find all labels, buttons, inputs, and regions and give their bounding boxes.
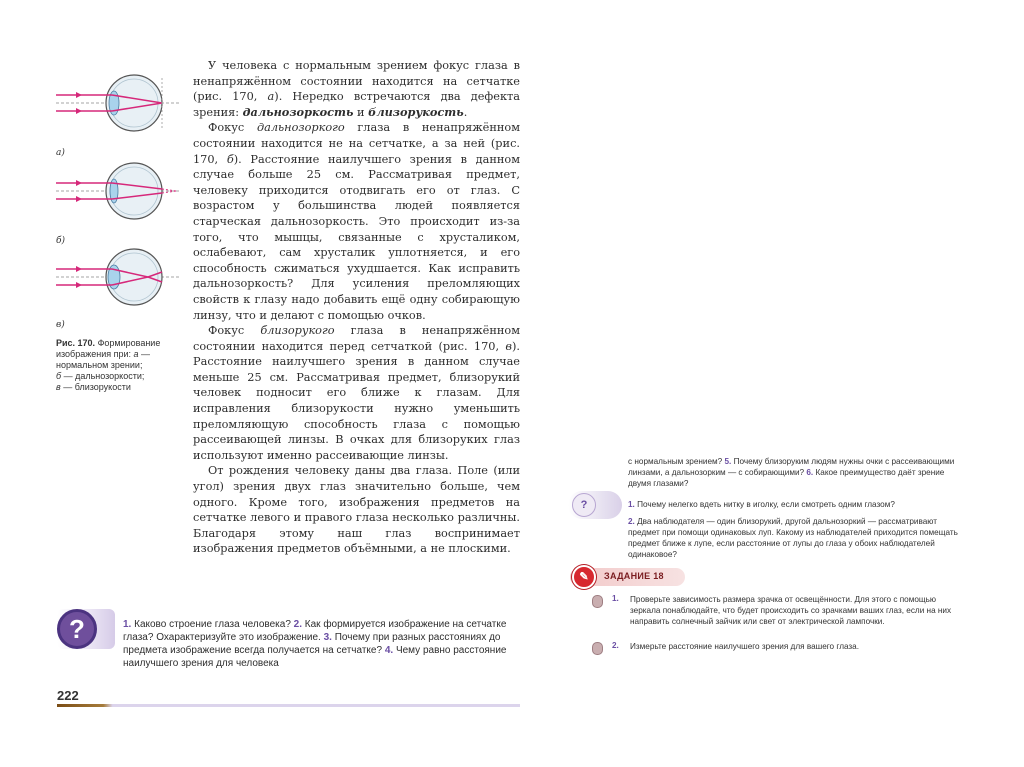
thinking-questions-badge [568,491,622,519]
task-item-2: Измерьте расстояние наилучшего зрения для вашего глаза. [630,642,860,651]
questions-badge [57,609,115,649]
eye-diagram-nearsighted [52,246,182,308]
review-questions-continued: с нормальным зрением? 5. Почему близоруким людям нужны очки с рассеивающими линзами, а дальнозорким — с собирающими? 6. Какое преимущество даёт зрение двумя глазами? [628,457,955,488]
task-title: ЗАДАНИЕ 18 [604,571,664,581]
caption-title: Рис. 170. [56,338,96,348]
experiment-icon [592,595,603,608]
thinking-question-1: 1. Почему нелегко вдеть нитку в иголку, если смотреть одним глазом? [628,500,895,509]
page-footer-line [57,704,520,707]
main-text [193,58,520,557]
task-item-1: Проверьте зависимость размера зрачка от освещённости. Для этого с помощью зеркала понаблюдайте, что будет происходить со зрачками ваших глаз, если на них направить солнечный зайчик или свет от электрической лампочки. [630,595,952,626]
task-item-number: 2. [612,641,619,650]
question-mark-icon: ? [572,493,596,517]
figure-caption: Рис. 170. Формирование изображения при: а — нормальном зрении; б — дальнозоркости; в — близорукости [56,338,161,392]
figure-label-a: а) [56,148,65,158]
paragraph-two-eyes: От рождения человеку даны два глаза. Поле (или угол) зрения двух глаз значительно больше, чем одного. Кроме того, изображения предметов на сетчатке левого и правого глаза несколько различны. Благодаря этому наш глаз воспринимает изображения предметов объёмными, а не плоскими. [193,464,520,556]
paragraph-farsighted: Фокус дальнозоркого глаза в ненапряжённом состоянии находится не на сетчатке, а за ней (рис. 170, б). Расстояние наилучшего зрения в данном случае больше 25 см. Рассматривая предмет, человеку приходится отодвигать его от глаз. С возрастом у большинства людей появляется старческая дальнозоркость. Это происходит из-за того, что мышцы, связанные с хрусталиком, ослабевают, сам хрусталик уплотняется, и его способность сжиматься ухудшается. Как исправить дальнозоркость? Для усиления преломляющих свойств к глазу надо добавить ещё одну собирающую линзу, что и делают с помощью очков. [193,121,521,322]
experiment-icon [592,642,603,655]
task-item-number: 1. [612,594,619,603]
review-questions: 1. Каково строение глаза человека? 2. Как формируется изображение на сетчатке глаза? Охарактеризуйте это изображение. 3. Почему при разных расстояниях до предмета изображение всегда получается на сетчатке? 4. Чему равно расстояние наилучшего зрения для человека [123,619,507,669]
figure-label-c: в) [56,320,65,330]
eye-diagram-farsighted [52,160,182,222]
question-mark-icon: ? [57,609,97,649]
eye-diagram-normal [52,72,182,134]
task-pencil-icon: ✎ [572,565,596,589]
paragraph-normal-vision: У человека с нормальным зрением фокус глаза в ненапряжённом состоянии находится на сетчатке (рис. 170, а). Нередко встречаются два дефекта зрения: дальнозоркость и близорукость. [193,59,520,119]
thinking-question-2: 2. Два наблюдателя — один близорукий, другой дальнозоркий — рассматривают предмет при помощи одинаковых луп. Какому из наблюдателей приходится помещать предмет ближе к лупе, если расстояние от лупы до глаза у обоих наблюдателей одинаковое? [628,517,958,559]
figure-label-b: б) [56,236,66,246]
page-number: 222 [57,688,79,703]
paragraph-nearsighted: Фокус близорукого глаза в ненапряжённом состоянии находится перед сетчаткой (рис. 170, в). Расстояние наилучшего зрения в данном случае меньше 25 см. Рассматривая предмет, близорукий человек подносит его ближе к глазам. Для исправления близорукости нужно уменьшить преломляющую способность глаза с помощью рассеивающей линзы. В очках для близоруких глаз используют именно рассеивающие линзы. [193,324,520,462]
